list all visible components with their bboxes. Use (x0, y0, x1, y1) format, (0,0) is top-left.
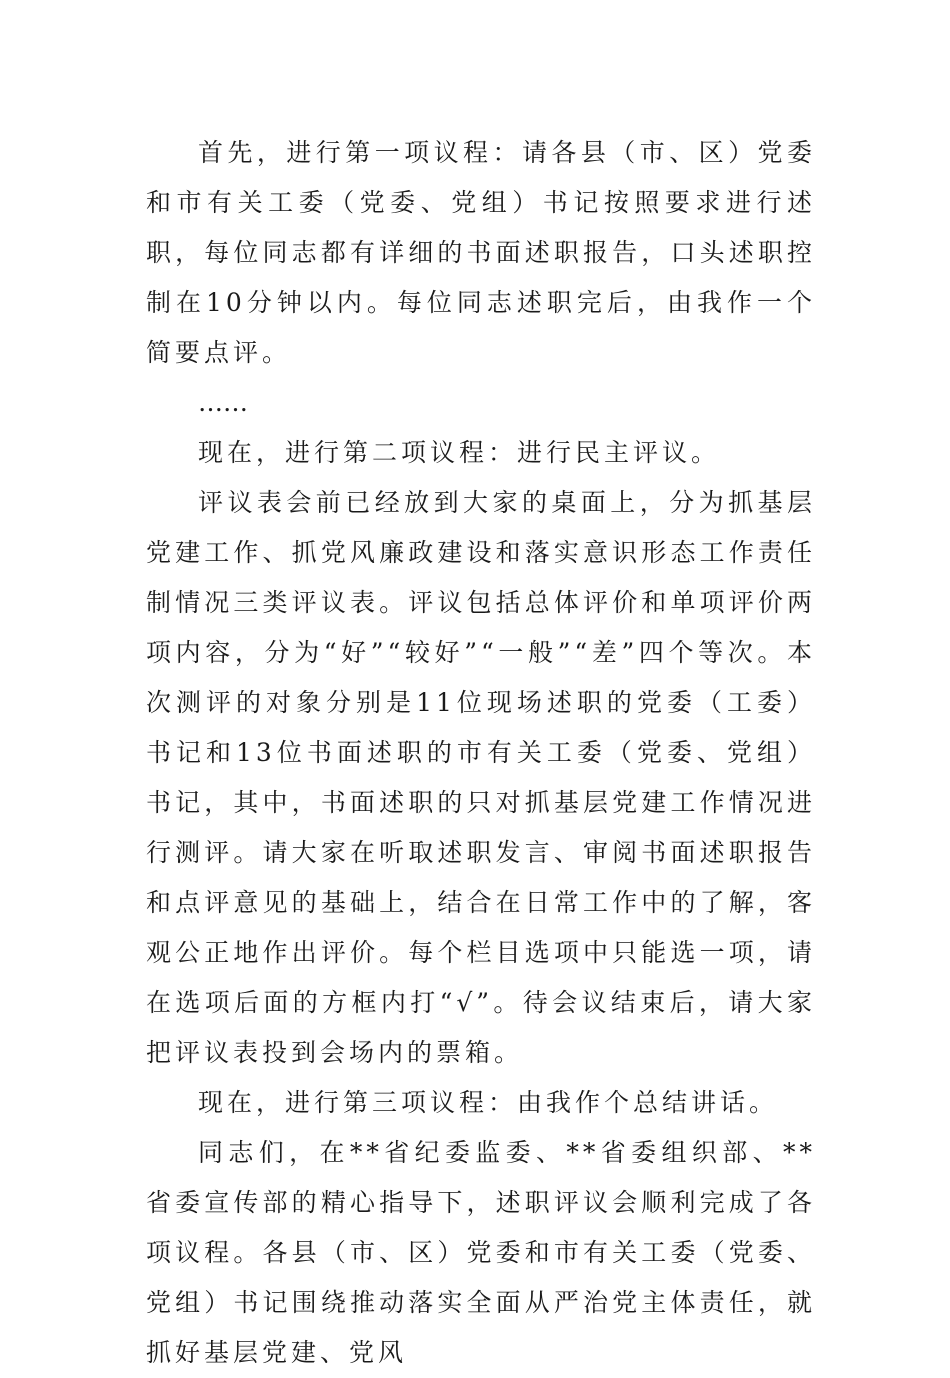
paragraph-evaluation-form: 评议表会前已经放到大家的桌面上，分为抓基层党建工作、抓党风廉政建设和落实意识形态工作责任制情况三类评议表。评议包括总体评价和单项评价两项内容，分为“好”“较好”“一般”“差”四个等次。本次测评的对象分别是11位现场述职的党委（工委）书记和13位书面述职的市有关工委（党委、党组）书记，其中，书面述职的只对抓基层党建工作情况进行测评。请大家在听取述职发言、审阅书面述职报告和点评意见的基础上，结合在日常工作中的了解，客观公正地作出评价。每个栏目选项中只能选一项，请在选项后面的方框内打“√”。待会议结束后，请大家把评议表投到会场内的票箱。 (146, 488, 816, 1067)
paragraph-agenda-three: 现在，进行第三项议程：由我作个总结讲话。 (198, 1088, 779, 1117)
document-body (146, 128, 816, 1378)
paragraph-ellipsis: …… (198, 388, 248, 417)
paragraph-agenda-two: 现在，进行第二项议程：进行民主评议。 (198, 438, 721, 467)
paragraph-agenda-one: 首先，进行第一项议程：请各县（市、区）党委和市有关工委（党委、党组）书记按照要求进行述职，每位同志都有详细的书面述职报告，口头述职控制在10分钟以内。每位同志述职完后，由我作一个简要点评。 (146, 138, 816, 367)
paragraph-summary-speech: 同志们，在**省纪委监委、**省委组织部、**省委宣传部的精心指导下，述职评议会顺利完成了各项议程。各县（市、区）党委和市有关工委（党委、党组）书记围绕推动落实全面从严治党主体责任，就抓好基层党建、党风 (146, 1138, 816, 1367)
